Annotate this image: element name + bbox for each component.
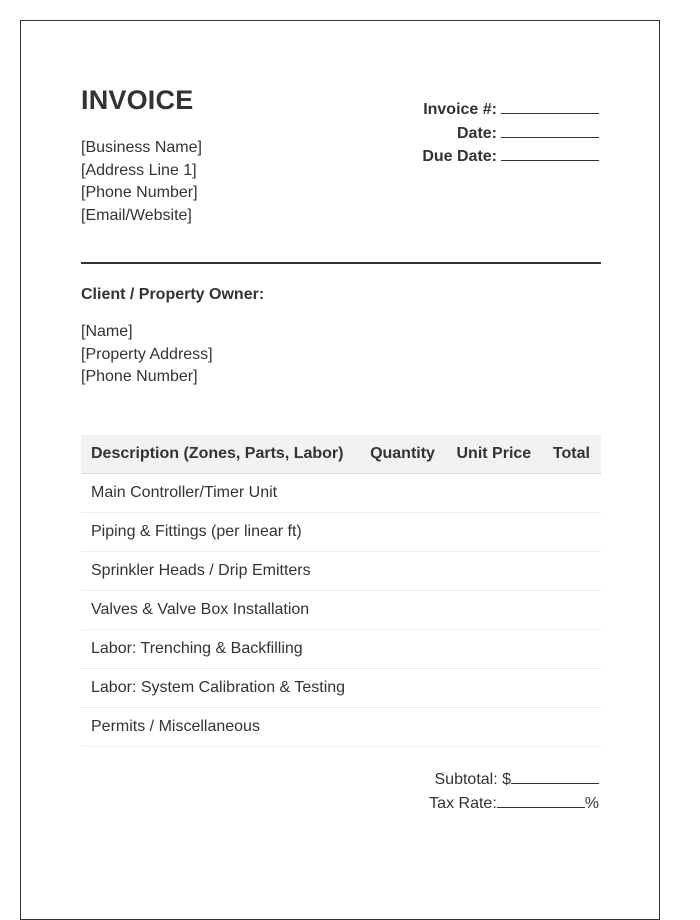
row-total	[543, 669, 601, 708]
table-row	[81, 474, 601, 513]
row-unit-price	[447, 708, 543, 747]
row-unit-price	[447, 552, 543, 591]
row-total	[543, 591, 601, 630]
table-row	[81, 669, 601, 708]
header-quantity: Quantity	[360, 435, 446, 474]
business-phone: [Phone Number]	[81, 184, 198, 201]
row-quantity	[360, 630, 446, 669]
due-date-label: Due Date:	[422, 148, 497, 165]
due-date-row	[422, 145, 599, 169]
totals-section	[429, 768, 599, 815]
row-description: Sprinkler Heads / Drip Emitters	[81, 552, 360, 591]
header-unit-price: Unit Price	[447, 435, 543, 474]
client-info	[81, 321, 213, 389]
row-quantity	[360, 474, 446, 513]
subtotal-label: Subtotal: $	[434, 771, 511, 788]
row-total	[543, 552, 601, 591]
header-description: Description (Zones, Parts, Labor)	[81, 435, 360, 474]
row-quantity	[360, 708, 446, 747]
tax-rate-percent: %	[584, 794, 599, 812]
document-scroll-area[interactable]	[20, 20, 662, 812]
invoice-title: INVOICE	[81, 85, 194, 115]
business-address: [Address Line 1]	[81, 161, 197, 179]
tax-rate-row	[429, 792, 599, 816]
table-row	[81, 591, 601, 630]
row-unit-price	[447, 474, 543, 513]
row-description: Labor: Trenching & Backfilling	[81, 630, 360, 669]
row-quantity	[360, 591, 446, 630]
row-description: Permits / Miscellaneous	[81, 708, 360, 747]
row-total	[543, 513, 601, 552]
row-unit-price	[447, 591, 543, 630]
client-property-address: [Property Address]	[81, 345, 213, 363]
row-total	[543, 630, 601, 669]
invoice-number-blank	[501, 98, 599, 114]
row-unit-price	[447, 513, 543, 552]
row-quantity	[360, 669, 446, 708]
subtotal-blank	[511, 768, 599, 784]
row-total	[543, 474, 601, 513]
client-heading: Client / Property Owner:	[81, 286, 265, 303]
tax-rate-blank	[497, 792, 585, 808]
invoice-meta	[422, 98, 599, 169]
row-description: Labor: System Calibration & Testing	[81, 669, 360, 708]
business-info	[81, 137, 202, 227]
invoice-number-row	[422, 98, 599, 122]
header-total: Total	[543, 435, 601, 474]
invoice-page	[20, 20, 660, 920]
row-description: Piping & Fittings (per linear ft)	[81, 513, 360, 552]
date-blank	[501, 122, 599, 138]
invoice-number-label: Invoice #:	[423, 101, 497, 118]
date-row	[422, 122, 599, 146]
row-total	[543, 708, 601, 747]
row-description: Valves & Valve Box Installation	[81, 591, 360, 630]
row-quantity	[360, 552, 446, 591]
row-unit-price	[447, 630, 543, 669]
table-row	[81, 708, 601, 747]
client-phone: [Phone Number]	[81, 368, 198, 385]
row-unit-price	[447, 669, 543, 708]
client-name: [Name]	[81, 323, 133, 340]
table-row	[81, 552, 601, 591]
section-divider	[81, 262, 601, 264]
table-row	[81, 513, 601, 552]
business-name: [Business Name]	[81, 139, 202, 156]
line-items-table	[81, 435, 601, 747]
table-row	[81, 630, 601, 669]
due-date-blank	[501, 145, 599, 161]
subtotal-row	[429, 768, 599, 792]
row-quantity	[360, 513, 446, 552]
table-header-row	[81, 435, 601, 474]
business-email-website: [Email/Website]	[81, 206, 192, 224]
date-label: Date:	[456, 124, 497, 142]
row-description: Main Controller/Timer Unit	[81, 474, 360, 513]
tax-rate-label: Tax Rate:	[429, 794, 497, 812]
